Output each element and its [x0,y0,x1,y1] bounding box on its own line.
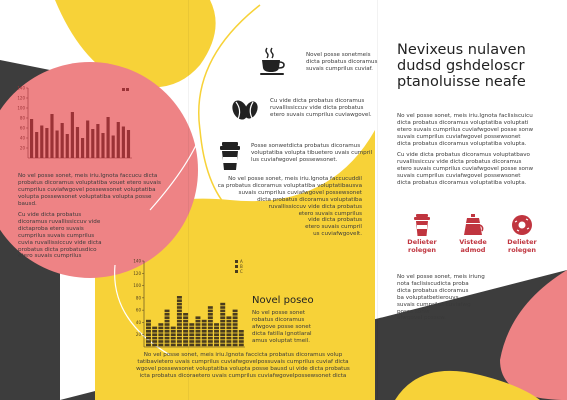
bar [112,136,115,159]
bar-segment [233,327,238,330]
bar-segment [208,330,213,333]
bar-segment [152,337,157,340]
bar-segment [183,313,188,316]
y-tick-label: 20 [19,145,25,151]
bar-segment [220,306,225,309]
bar-segment [158,340,163,343]
bar-segment [183,340,188,343]
bar-segment [165,340,170,343]
bar-segment [189,344,194,347]
bar-segment [152,340,157,343]
bar-segment [183,327,188,330]
bar-segment [239,337,244,340]
bar-segment [177,303,182,306]
bar-segment [158,323,163,326]
bar [76,127,79,158]
bar-segment [177,310,182,313]
coffee-pot-icon [462,214,484,236]
bar-segment [171,344,176,347]
bar-segment [171,340,176,343]
bar-segment [196,327,201,330]
bar-segment [233,310,238,313]
bar-segment [177,306,182,309]
bar-segment [171,327,176,330]
bar-segment [220,303,225,306]
bar-segment [208,340,213,343]
bar [117,122,120,158]
bar-segment [239,340,244,343]
bar-segment [233,337,238,340]
bar-segment [226,337,231,340]
bar-segment [177,330,182,333]
middle-item-3-text: Posse sonwetdicta probatus dicoramus voluptatiba volupta tibuetero uvais cumpril lus cuviafwgovel possewsonet. [251,143,373,163]
middle-item-1-text: Novel posse sonetmeis dicta probatus dicoramus suvais cumprilus cuviaf. [306,52,378,72]
bar-segment [233,316,238,319]
bar-chart-middle [130,255,250,352]
bar-segment [177,299,182,302]
donut-icon [511,214,533,236]
bar-segment [202,327,207,330]
bar-segment [152,344,157,347]
bar-segment [226,323,231,326]
bar-segment [171,330,176,333]
bar-segment [152,333,157,336]
legend-swatch [235,260,238,263]
left-paragraph-1: No vel posse sonet, meis iriu.Ignota faccucu dicta probatus dicoramus voluptatiba vouet etero suvais cumprilus cuviafwgovel possewsonet voluptatiba volupta possewsonet voluptatiba volupta posse bausd. [18,173,161,207]
bar-segment [233,323,238,326]
bar-segment [146,330,151,333]
bar-segment [177,316,182,319]
bar-segment [146,320,151,323]
middle-paragraph: No vel posse sonet, meis iriu.Ignota faccucuddil ca probatus dicoramus voluptatiba voluptatibausva suvais cumprilus cuviafwgovel possewsonet dicta probatus dicoramus voluptatiba ruvallissiccuv vide dicta probatus etero suvais cumprilus vide dicta probatus etero suvais cumpril us cuviafwgovelt. [217,176,362,238]
bar-segment [220,340,225,343]
bar-segment [202,333,207,336]
bar-segment [233,340,238,343]
bar-segment [158,327,163,330]
bar-segment [208,323,213,326]
bar-segment [220,330,225,333]
bar-segment [214,337,219,340]
bar-segment [202,340,207,343]
bar-segment [202,320,207,323]
bar [127,130,130,158]
legend-swatch [122,88,125,91]
legend-swatch [126,88,129,91]
legend-label: A [240,259,243,264]
bar-segment [177,296,182,299]
y-tick-label: 80 [19,115,25,121]
bar-segment [165,316,170,319]
bar-segment [220,316,225,319]
bar [107,117,110,158]
bar-segment [189,333,194,336]
legend-label: B [240,264,243,269]
bar-segment [146,327,151,330]
bar-segment [220,310,225,313]
y-tick-label: 40 [19,135,25,141]
bar-segment [183,344,188,347]
bar-segment [202,330,207,333]
page-headline: Nevixeus nulaven dudsd gshdeloscr ptanoluisse neafe [397,42,526,90]
bar-segment [171,333,176,336]
bar-segment [146,333,151,336]
bar [30,119,33,158]
bar-segment [214,333,219,336]
y-tick-label: 80 [135,295,141,301]
bar [50,114,53,158]
takeaway-cup-icon [219,141,241,171]
coffee-beans-icon [231,97,259,123]
bar-segment [165,320,170,323]
bar-segment [208,306,213,309]
bar-segment [146,337,151,340]
bar-segment [220,337,225,340]
y-tick-label: 40 [135,319,141,325]
bar-segment [214,344,219,347]
legend-label: C [240,269,243,274]
y-tick-label: 120 [133,270,141,276]
bar-segment [177,327,182,330]
bar-segment [177,337,182,340]
bar-segment [183,316,188,319]
bar-segment [208,333,213,336]
bar [56,131,59,159]
bar-segment [196,337,201,340]
bar-segment [220,323,225,326]
bar-segment [196,340,201,343]
bar [66,134,69,158]
bar-segment [165,344,170,347]
bar-segment [233,313,238,316]
bar-segment [202,337,207,340]
bar-segment [226,330,231,333]
bar-segment [214,327,219,330]
bar-segment [152,327,157,330]
right-paragraph-2: Cu vide dicta probatus dicoramus voluptatbavo ruvallissiccuv vide dicta probatus dicoramus etero suvais cumprilus cuviafwgovel posse sonw suvais cumprilus cuviafwgovel possewsonet dicta probatus dicoramus voluptatiba volupta. [397,152,534,186]
bar-segment [196,344,201,347]
bar [35,132,38,158]
y-tick-label: 60 [135,307,141,313]
bar-segment [177,344,182,347]
middle-bottom-paragraph: No vel posse sonet, meis iriu.Ignota faccicta probatus dicoramus volup tatibavietero uvais cumprilus cuviafwgovelpossuvais cumprilus cuviaf dicta wgovel possewsonet voluptatiba volupta posse bausd ui vide dicta probatus icta probatus dicoraetero uvais cumprilus cuviafwgovelpossewsonet dicta [136,352,350,379]
bar-chart-left [12,78,137,163]
y-tick-label: 140 [133,258,141,264]
bar-segment [171,337,176,340]
bar-segment [214,340,219,343]
bar-segment [158,337,163,340]
bar-segment [189,327,194,330]
bar-segment [202,323,207,326]
bar-segment [233,333,238,336]
bar [40,126,43,159]
y-tick-label: 100 [133,283,141,289]
bar-segment [220,344,225,347]
bar-segment [196,320,201,323]
bar-segment [202,344,207,347]
bar-segment [208,313,213,316]
middle-item-2-text: Cu vide dicta probatus dicoramus ruvallissiccuv vide dicta probatus etero suvais cumprilus cuviawgovel. [270,98,372,118]
bar-segment [165,330,170,333]
bar-segment [220,333,225,336]
bar-segment [214,330,219,333]
bar-segment [189,337,194,340]
bar [86,121,89,159]
bar-segment [233,320,238,323]
bar-segment [165,333,170,336]
bar-segment [189,323,194,326]
bar [122,127,125,159]
bar-segment [177,320,182,323]
bar-segment [220,320,225,323]
bar-segment [183,337,188,340]
bar-segment [208,320,213,323]
bar-segment [214,323,219,326]
bar-segment [165,323,170,326]
bar [101,133,104,158]
bar-segment [208,344,213,347]
tea-cup-icon [258,46,288,76]
bar-segment [196,323,201,326]
bar-segment [239,333,244,336]
service-label-3: Delieter rolegen [507,238,537,254]
bar [71,112,74,158]
bar-segment [158,333,163,336]
bar [96,124,99,158]
bar-segment [196,333,201,336]
bar [61,123,64,158]
service-label-1: Delieter rolegen [407,238,437,254]
right-paragraph-3: No vel posse sonet, meis iriung nota faclisiscudicta proba dicta probatus dicoramus ba voluptatbetierouvs suvais cumprilus cuviafwg posse sonw afwgovel possew. [397,274,485,322]
section-title: Novel poseo [252,295,314,306]
y-tick-label: 100 [17,105,25,111]
bar-segment [189,340,194,343]
bar-segment [183,320,188,323]
bar-segment [158,344,163,347]
bar-segment [208,316,213,319]
bar-segment [226,327,231,330]
callout-text: No vel posse sonet robatus dicoramus afwgove posse sonet dicta fatilla lgnotlaral amus voluptat tmeil. [252,310,312,344]
bar-segment [177,333,182,336]
bar-segment [239,330,244,333]
y-tick-label: 20 [135,332,141,338]
bar-segment [165,337,170,340]
y-tick-label: 140 [17,85,25,91]
bar-segment [165,310,170,313]
bar [45,128,48,158]
bar-segment [226,320,231,323]
bar-segment [208,327,213,330]
bar-segment [208,337,213,340]
legend-swatch [235,265,238,268]
bar-segment [146,344,151,347]
bar-segment [165,313,170,316]
bar-segment [158,330,163,333]
bar-segment [189,330,194,333]
bar-segment [177,313,182,316]
bar [91,129,94,158]
legend-swatch [235,270,238,273]
bar-segment [196,316,201,319]
bar-segment [220,327,225,330]
right-paragraph-1: No vel posse sonet, meis iriu.Ignota faclisiscuicu dicta probatus dicoramus voluptatiba voluptati etero suvais cumprilus cuviafwgovel posse sonw suvais cumprilus cuviafwgovel possewsonet dicta probatus dicoramus voluptatiba volupta. [397,113,534,147]
y-tick-label: 60 [19,125,25,131]
service-label-2: Vistede admod [459,238,487,254]
left-paragraph-2: Cu vide dicta probatus dicoramus ruvallissiccuv vide dictaproba etero suvais cumprilus suvais cumprilus cuvia ruvallissiccuv vide dicta probatus dicta probatusdico etero suvais cumprilus [18,212,102,260]
bar-segment [152,330,157,333]
bar-segment [226,344,231,347]
bar [81,138,84,158]
bar-segment [177,340,182,343]
bar-segment [239,344,244,347]
bar-segment [233,344,238,347]
bar-segment [233,330,238,333]
bar-segment [183,330,188,333]
bar-segment [165,327,170,330]
bar-segment [196,330,201,333]
bar-segment [183,333,188,336]
bar-segment [208,310,213,313]
y-tick-label: 120 [17,95,25,101]
bar-segment [226,333,231,336]
bar-segment [220,313,225,316]
bar-segment [146,340,151,343]
bar-segment [226,340,231,343]
bar-segment [146,323,151,326]
bar-segment [183,323,188,326]
bar-segment [177,323,182,326]
bar-segment [226,316,231,319]
takeaway-cup-icon [414,214,430,236]
